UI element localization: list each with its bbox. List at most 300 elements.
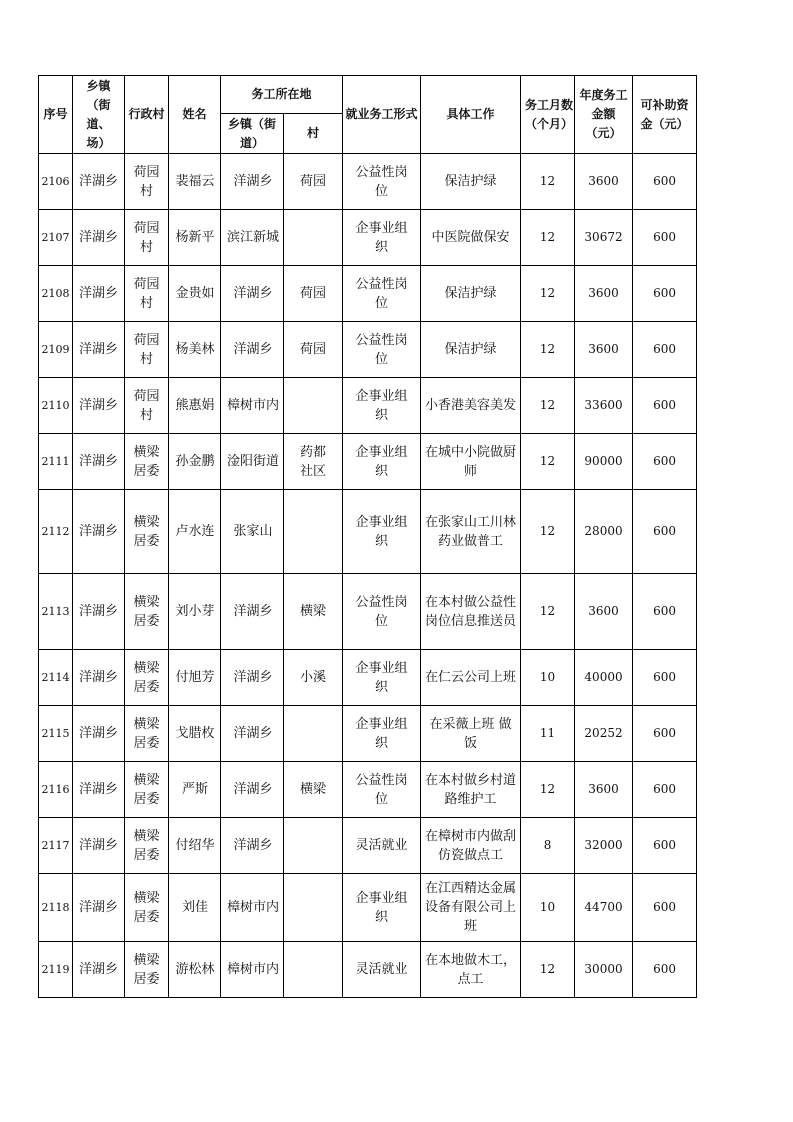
cell-town (73, 378, 125, 434)
cell-seq (39, 154, 73, 210)
cell-seq (39, 266, 73, 322)
cell-village (125, 650, 169, 706)
cell-job (421, 266, 521, 322)
cell-work-town-text: 洋湖乡 (233, 670, 273, 685)
cell-income-text: 3600 (588, 604, 619, 618)
cell-form-text: 灵活就业 (355, 962, 408, 977)
cell-form (343, 762, 421, 818)
cell-subsidy (633, 942, 697, 998)
cell-town (73, 434, 125, 490)
cell-income-text: 3600 (588, 342, 619, 356)
cell-town (73, 706, 125, 762)
cell-name (169, 434, 221, 490)
table-row (39, 210, 697, 266)
cell-name (169, 322, 221, 378)
cell-town (73, 322, 125, 378)
cell-town (73, 762, 125, 818)
cell-subsidy-text: 600 (653, 604, 676, 618)
cell-village-text: 横梁居委 (133, 660, 160, 695)
header-form: 就业务工形式 (343, 76, 421, 154)
table-row (39, 874, 697, 942)
cell-months (521, 154, 575, 210)
cell-subsidy-text: 600 (653, 398, 676, 412)
cell-months-text: 10 (539, 670, 556, 684)
cell-name-text: 杨美林 (175, 342, 215, 357)
table-row (39, 762, 697, 818)
cell-town (73, 266, 125, 322)
header-name: 姓名 (169, 76, 221, 154)
cell-income (575, 706, 633, 762)
cell-income (575, 266, 633, 322)
cell-income-text: 28000 (584, 524, 623, 538)
cell-form (343, 434, 421, 490)
cell-village-text: 荷园村 (133, 220, 160, 255)
cell-work-town-text: 淦阳街道 (226, 454, 279, 469)
cell-income (575, 154, 633, 210)
cell-form (343, 942, 421, 998)
cell-months-text: 12 (539, 524, 556, 538)
cell-job-text: 保洁护绿 (444, 342, 497, 357)
cell-job-text: 小香港美容美发 (425, 398, 517, 413)
cell-subsidy-text: 600 (653, 174, 676, 188)
cell-work-village (284, 266, 343, 322)
cell-months (521, 942, 575, 998)
cell-name (169, 706, 221, 762)
cell-town (73, 818, 125, 874)
cell-village (125, 322, 169, 378)
cell-income (575, 762, 633, 818)
cell-income (575, 434, 633, 490)
table-row (39, 434, 697, 490)
cell-town (73, 574, 125, 650)
cell-months-text: 12 (539, 962, 556, 976)
cell-town-text: 洋湖乡 (78, 454, 118, 469)
cell-name (169, 210, 221, 266)
cell-name-text: 熊惠娟 (175, 398, 215, 413)
header-work-town (221, 114, 284, 154)
cell-work-village (284, 490, 343, 574)
cell-job (421, 650, 521, 706)
cell-form-text: 企事业组织 (355, 890, 408, 925)
cell-village-text: 荷园村 (133, 276, 160, 311)
cell-name-text: 杨新平 (175, 230, 215, 245)
cell-form (343, 322, 421, 378)
cell-name-text: 卢水连 (175, 524, 215, 539)
header-months (521, 76, 575, 154)
cell-work-village (284, 942, 343, 998)
cell-village (125, 154, 169, 210)
cell-months (521, 706, 575, 762)
cell-months (521, 762, 575, 818)
cell-work-town-text: 洋湖乡 (233, 604, 273, 619)
cell-town (73, 154, 125, 210)
cell-form (343, 650, 421, 706)
cell-job (421, 210, 521, 266)
cell-subsidy-text: 600 (653, 962, 676, 976)
cell-subsidy (633, 706, 697, 762)
cell-work-town-text: 洋湖乡 (233, 838, 273, 853)
cell-months (521, 574, 575, 650)
cell-name-text: 付绍华 (175, 838, 215, 853)
cell-seq (39, 818, 73, 874)
cell-work-town (221, 874, 284, 942)
employment-subsidy-table (38, 75, 697, 998)
cell-seq (39, 706, 73, 762)
cell-work-town-text: 洋湖乡 (233, 286, 273, 301)
cell-form-text: 企事业组织 (355, 660, 408, 695)
cell-town (73, 874, 125, 942)
header-job: 具体工作 (421, 76, 521, 154)
cell-months-text: 12 (539, 604, 556, 618)
cell-village (125, 818, 169, 874)
cell-income-text: 3600 (588, 174, 619, 188)
cell-job-text: 在樟树市内做刮仿瓷做点工 (425, 828, 517, 863)
cell-seq (39, 490, 73, 574)
cell-months-text: 12 (539, 230, 556, 244)
cell-income-text: 30000 (584, 962, 623, 976)
cell-seq (39, 210, 73, 266)
cell-seq (39, 650, 73, 706)
cell-seq-text: 2111 (41, 455, 70, 468)
cell-work-village-text: 荷园 (299, 286, 326, 301)
table-header (39, 76, 697, 154)
cell-town-text: 洋湖乡 (78, 962, 118, 977)
header-town-text: 乡镇（街道、场） (86, 78, 111, 150)
cell-village (125, 942, 169, 998)
cell-name-text: 付旭芳 (175, 670, 215, 685)
cell-seq-text: 2109 (41, 343, 70, 356)
cell-work-town-text: 洋湖乡 (233, 342, 273, 357)
cell-work-village (284, 154, 343, 210)
cell-months-text: 11 (539, 726, 556, 740)
cell-town-text: 洋湖乡 (78, 398, 118, 413)
cell-income-text: 30672 (584, 230, 623, 244)
cell-village (125, 574, 169, 650)
cell-work-village-text: 药都社区 (299, 444, 326, 479)
cell-village-text: 横梁居委 (133, 594, 160, 629)
cell-months (521, 378, 575, 434)
cell-seq (39, 762, 73, 818)
cell-name-text: 刘小芽 (175, 604, 215, 619)
cell-work-town (221, 378, 284, 434)
cell-work-town (221, 266, 284, 322)
cell-work-village (284, 574, 343, 650)
cell-subsidy-text: 600 (653, 782, 676, 796)
header-income (575, 76, 633, 154)
cell-income-text: 40000 (584, 670, 623, 684)
cell-work-village (284, 874, 343, 942)
cell-income-text: 32000 (584, 838, 623, 852)
header-work-town-text: 乡镇（街道） (227, 116, 276, 150)
cell-town-text: 洋湖乡 (78, 174, 118, 189)
cell-job (421, 322, 521, 378)
cell-town-text: 洋湖乡 (78, 524, 118, 539)
cell-job (421, 154, 521, 210)
cell-work-village-text: 荷园 (299, 342, 326, 357)
cell-work-town (221, 154, 284, 210)
cell-village-text: 横梁居委 (133, 952, 160, 987)
cell-seq (39, 874, 73, 942)
cell-subsidy-text: 600 (653, 286, 676, 300)
cell-village (125, 874, 169, 942)
cell-job-text: 在本村做乡村道路维护工 (425, 772, 517, 807)
cell-job-text: 在仁云公司上班 (425, 670, 517, 685)
cell-months (521, 650, 575, 706)
cell-months (521, 434, 575, 490)
cell-income (575, 210, 633, 266)
cell-name-text: 游松林 (175, 962, 215, 977)
cell-village-text: 横梁居委 (133, 716, 160, 751)
cell-subsidy-text: 600 (653, 524, 676, 538)
cell-town-text: 洋湖乡 (78, 604, 118, 619)
cell-subsidy-text: 600 (653, 900, 676, 914)
cell-name (169, 490, 221, 574)
cell-subsidy (633, 378, 697, 434)
cell-name (169, 874, 221, 942)
cell-village (125, 434, 169, 490)
cell-name (169, 650, 221, 706)
cell-work-town (221, 322, 284, 378)
cell-seq-text: 2108 (41, 287, 70, 300)
header-subsidy-text: 可补助资金（元） (640, 97, 689, 131)
cell-form-text: 企事业组织 (355, 444, 408, 479)
cell-months-text: 12 (539, 454, 556, 468)
cell-subsidy (633, 322, 697, 378)
cell-name (169, 154, 221, 210)
cell-income (575, 490, 633, 574)
cell-subsidy-text: 600 (653, 838, 676, 852)
cell-income (575, 942, 633, 998)
cell-town-text: 洋湖乡 (78, 782, 118, 797)
cell-work-village (284, 818, 343, 874)
cell-seq (39, 434, 73, 490)
cell-subsidy (633, 874, 697, 942)
cell-work-town-text: 洋湖乡 (233, 174, 273, 189)
cell-name (169, 266, 221, 322)
cell-months-text: 12 (539, 782, 556, 796)
cell-income (575, 322, 633, 378)
table-row (39, 154, 697, 210)
cell-seq-text: 2117 (41, 839, 70, 852)
cell-subsidy (633, 210, 697, 266)
cell-work-town (221, 942, 284, 998)
cell-village-text: 荷园村 (133, 388, 160, 423)
cell-subsidy-text: 600 (653, 670, 676, 684)
cell-seq-text: 2114 (41, 671, 70, 684)
table-row (39, 378, 697, 434)
cell-work-village (284, 706, 343, 762)
table-row (39, 818, 697, 874)
cell-town (73, 490, 125, 574)
cell-work-village (284, 322, 343, 378)
cell-subsidy (633, 434, 697, 490)
table-body (39, 154, 697, 998)
cell-town-text: 洋湖乡 (78, 230, 118, 245)
cell-work-town (221, 434, 284, 490)
cell-months (521, 266, 575, 322)
cell-work-town-text: 洋湖乡 (233, 782, 273, 797)
cell-income (575, 650, 633, 706)
cell-income (575, 874, 633, 942)
cell-job (421, 762, 521, 818)
cell-work-village (284, 378, 343, 434)
cell-job-text: 在张家山工川林药业做普工 (425, 514, 517, 549)
cell-job (421, 490, 521, 574)
cell-village (125, 706, 169, 762)
cell-job (421, 574, 521, 650)
cell-village (125, 762, 169, 818)
cell-town (73, 210, 125, 266)
cell-town (73, 650, 125, 706)
cell-seq (39, 942, 73, 998)
cell-work-town (221, 574, 284, 650)
cell-seq-text: 2107 (41, 231, 70, 244)
cell-village-text: 横梁居委 (133, 444, 160, 479)
cell-town-text: 洋湖乡 (78, 726, 118, 741)
cell-income-text: 44700 (584, 900, 623, 914)
cell-form (343, 210, 421, 266)
cell-job-text: 在本村做公益性岗位信息推送员 (425, 594, 517, 629)
cell-subsidy (633, 490, 697, 574)
table-row (39, 322, 697, 378)
cell-seq-text: 2110 (41, 399, 70, 412)
cell-subsidy (633, 650, 697, 706)
cell-form-text: 公益性岗位 (355, 276, 408, 311)
cell-subsidy-text: 600 (653, 726, 676, 740)
cell-subsidy (633, 574, 697, 650)
cell-seq-text: 2106 (41, 175, 70, 188)
cell-subsidy (633, 818, 697, 874)
cell-work-town-text: 樟树市内 (226, 900, 279, 915)
cell-job (421, 874, 521, 942)
cell-town-text: 洋湖乡 (78, 670, 118, 685)
table-row (39, 266, 697, 322)
header-seq: 序号 (39, 76, 73, 154)
cell-job-text: 保洁护绿 (444, 174, 497, 189)
cell-form (343, 378, 421, 434)
cell-form-text: 公益性岗位 (355, 594, 408, 629)
cell-seq (39, 322, 73, 378)
cell-name-text: 孙金鹏 (175, 454, 215, 469)
cell-seq-text: 2116 (41, 783, 70, 796)
table-row (39, 490, 697, 574)
table-row (39, 650, 697, 706)
cell-work-town-text: 张家山 (233, 524, 273, 539)
cell-income (575, 378, 633, 434)
cell-work-town-text: 滨江新城 (226, 230, 279, 245)
cell-months-text: 12 (539, 342, 556, 356)
cell-village (125, 266, 169, 322)
cell-income-text: 3600 (588, 286, 619, 300)
cell-work-town-text: 樟树市内 (226, 398, 279, 413)
cell-village-text: 横梁居委 (133, 772, 160, 807)
cell-village (125, 210, 169, 266)
cell-seq-text: 2115 (41, 727, 70, 740)
cell-months-text: 12 (539, 174, 556, 188)
cell-job (421, 434, 521, 490)
cell-seq-text: 2112 (41, 525, 70, 538)
cell-subsidy (633, 266, 697, 322)
cell-village-text: 荷园村 (133, 164, 160, 199)
cell-subsidy (633, 762, 697, 818)
cell-name-text: 刘佳 (181, 900, 208, 915)
cell-name-text: 金贵如 (175, 286, 215, 301)
cell-form (343, 266, 421, 322)
header-work-location: 务工所在地 (221, 76, 343, 114)
cell-name (169, 762, 221, 818)
cell-town-text: 洋湖乡 (78, 286, 118, 301)
cell-work-town (221, 818, 284, 874)
header-village: 行政村 (125, 76, 169, 154)
header-months-text: 务工月数（个月） (525, 97, 574, 131)
cell-work-town (221, 490, 284, 574)
header-work-village: 村 (284, 114, 343, 154)
cell-work-village-text: 横梁 (299, 782, 326, 797)
cell-income-text: 33600 (584, 398, 623, 412)
cell-months-text: 12 (539, 398, 556, 412)
cell-work-village-text: 小溪 (299, 670, 326, 685)
header-subsidy (633, 76, 697, 154)
cell-job-text: 在城中小院做厨师 (425, 444, 517, 479)
cell-village (125, 378, 169, 434)
cell-job (421, 378, 521, 434)
cell-work-village (284, 210, 343, 266)
cell-form-text: 企事业组织 (355, 716, 408, 751)
cell-job-text: 在江西精达金属设备有限公司上班 (425, 881, 517, 934)
cell-form (343, 490, 421, 574)
cell-form-text: 企事业组织 (355, 388, 408, 423)
cell-work-village (284, 650, 343, 706)
cell-income (575, 818, 633, 874)
cell-name-text: 戈腊枚 (175, 726, 215, 741)
cell-seq (39, 378, 73, 434)
cell-work-town-text: 樟树市内 (226, 962, 279, 977)
cell-months (521, 210, 575, 266)
cell-form-text: 企事业组织 (355, 514, 408, 549)
table-row (39, 574, 697, 650)
cell-job (421, 818, 521, 874)
cell-form (343, 706, 421, 762)
cell-work-village-text: 横梁 (299, 604, 326, 619)
cell-name (169, 942, 221, 998)
cell-job-text: 保洁护绿 (444, 286, 497, 301)
cell-income-text: 20252 (584, 726, 623, 740)
cell-name (169, 378, 221, 434)
cell-income (575, 574, 633, 650)
cell-seq-text: 2113 (41, 605, 70, 618)
cell-village-text: 荷园村 (133, 332, 160, 367)
cell-job-text: 在采薇上班 做饭 (429, 716, 512, 751)
cell-months-text: 12 (539, 286, 556, 300)
cell-village (125, 490, 169, 574)
cell-work-town (221, 650, 284, 706)
cell-work-town (221, 706, 284, 762)
cell-work-village (284, 762, 343, 818)
cell-months (521, 818, 575, 874)
cell-subsidy-text: 600 (653, 454, 676, 468)
cell-form (343, 154, 421, 210)
cell-work-village-text: 荷园 (299, 174, 326, 189)
cell-form-text: 灵活就业 (355, 838, 408, 853)
cell-form-text: 公益性岗位 (355, 164, 408, 199)
cell-months-text: 8 (543, 838, 552, 852)
cell-name-text: 严斯 (181, 782, 208, 797)
cell-form (343, 574, 421, 650)
cell-town-text: 洋湖乡 (78, 900, 118, 915)
cell-name (169, 818, 221, 874)
header-income-text: 年度务工金额（元） (579, 88, 628, 140)
cell-village-text: 横梁居委 (133, 828, 160, 863)
